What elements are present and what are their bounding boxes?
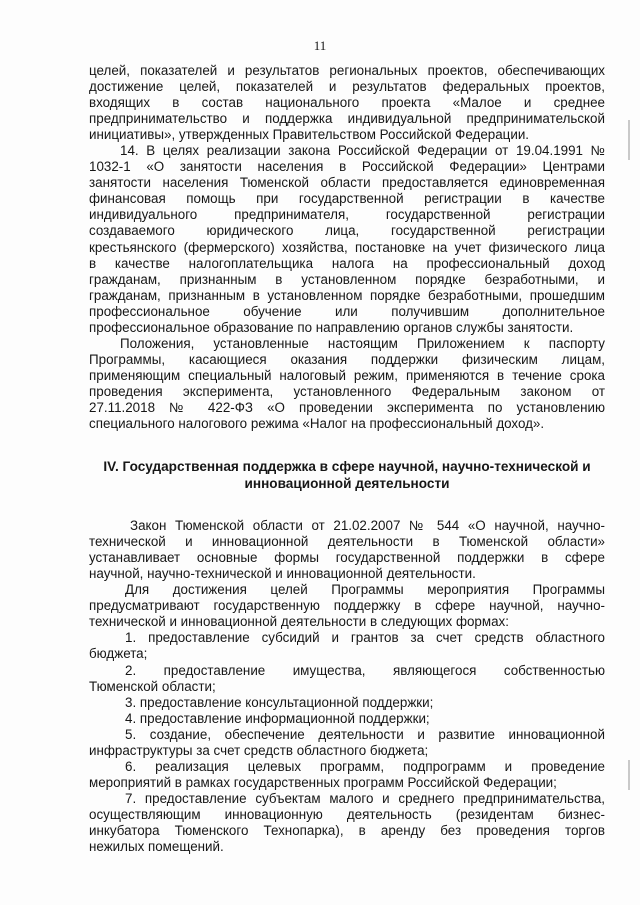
- list-item-3: 3. предоставление консультационной поддержки;: [125, 694, 434, 710]
- section-spacer: [0, 432, 640, 458]
- text-line: крестьянского (фермерского) хозяйства, постановке на учет физического лица: [89, 239, 605, 255]
- text-line: осуществляющим инновационную деятельность (резидентам бизнес-: [89, 806, 605, 822]
- section-heading-continuation: инновационной деятельности: [244, 476, 450, 492]
- text-line: 27.11.2018 № 422-ФЗ «О проведении эксперимента по установлению: [89, 399, 605, 415]
- text-line: нежилых помещений.: [89, 839, 224, 855]
- text-line: 1032-1 «О занятости населения в Российской Федерации» Центрами: [89, 159, 605, 175]
- scan-edge-mark: [628, 120, 630, 160]
- text-line: гражданам, признанным в установленном порядке безработными, прошедшим: [89, 287, 605, 303]
- text-line: Тюменской области;: [89, 678, 216, 694]
- list-item-5: 5. создание, обеспечение деятельности и развитие инновационной: [125, 726, 605, 742]
- text-line: профессиональное обучение или получившим дополнительное: [89, 303, 605, 319]
- section-spacer: [0, 492, 640, 518]
- text-line: инфраструктуры за счет средств областного бюджета;: [89, 742, 429, 758]
- list-item-1: 1. предоставление субсидий и грантов за счет средств областного: [125, 630, 605, 646]
- text-line: целей, показателей и результатов региональных проектов, обеспечивающих: [89, 63, 605, 78]
- text-line: создаваемого юридического лица, государственной регистрации: [89, 223, 605, 239]
- text-line: в качестве налогоплательщика налога на профессиональный доход: [89, 255, 605, 271]
- text-line: предпринимательство и поддержка индивидуальной предпринимательской: [89, 111, 605, 127]
- text-line: достижение целей, показателей и результатов федеральных проектов,: [89, 79, 605, 95]
- text-line: Программы, касающиеся оказания поддержки физическим лицам,: [89, 351, 605, 367]
- text-line: профессиональное образование по направлению органов службы занятости.: [89, 319, 574, 335]
- text-line: инкубатора Тюменского Технопарка), в аренду без проведения торгов: [89, 822, 605, 838]
- text-line: применяющим специальный налоговый режим, применяются в течение срока: [89, 367, 605, 383]
- text-line: мероприятий в рамках государственных программ Российской Федерации;: [89, 774, 557, 790]
- text-line: технической и инновационной деятельности в следующих формах:: [89, 614, 509, 630]
- section-heading: IV. Государственная поддержка в сфере научной, научно-технической и: [103, 459, 591, 475]
- text-line: финансовая помощь при государственной регистрации в качестве: [89, 191, 605, 207]
- document-body: [0, 63, 640, 855]
- text-line: устанавливает основные формы государственной поддержки в сфере: [89, 550, 605, 566]
- provisions-paragraph-first-line: Положения, установленные настоящим Приложением к паспорту: [120, 335, 605, 351]
- list-item-6: 6. реализация целевых программ, подпрограмм и проведение: [125, 758, 605, 774]
- list-item-7: 7. предоставление субъектам малого и среднего предпринимательства,: [125, 790, 605, 806]
- list-item-4: 4. предоставление информационной поддержки;: [125, 710, 430, 726]
- list-item-2: 2. предоставление имущества, являющегося собственностью: [125, 662, 605, 678]
- text-line: гражданам, признанным в установленном порядке безработными, и: [89, 271, 605, 287]
- page-number: 11: [313, 38, 327, 53]
- text-line: инициативы», утвержденных Правительством Российской Федерации.: [89, 127, 530, 143]
- text-line: специального налогового режима «Налог на профессиональный доход».: [89, 416, 545, 432]
- goals-paragraph-first-line: Для достижения целей Программы мероприятия Программы: [125, 582, 605, 598]
- text-line: проведения эксперимента, установленного Федеральным законом от: [89, 383, 605, 399]
- text-line: предусматривают государственную поддержку в сфере научной, научно-: [89, 598, 605, 614]
- text-line: технической и инновационной деятельности в Тюменской области»: [89, 534, 605, 550]
- law-paragraph-first-line: Закон Тюменской области от 21.02.2007 № 544 «О научной, научно-: [130, 518, 605, 534]
- text-line: индивидуального предпринимателя, государственной регистрации: [89, 207, 605, 223]
- text-line: входящих в состав национального проекта «Малое и среднее: [89, 95, 605, 111]
- paragraph-14-first-line: 14. В целях реализации закона Российской Федерации от 19.04.1991 №: [120, 143, 605, 159]
- scan-edge-mark: [628, 760, 630, 790]
- text-line: бюджета;: [89, 646, 148, 662]
- text-line: научной, научно-технической и инновационной деятельности.: [89, 566, 476, 582]
- text-line: занятости населения Тюменской области предоставляется единовременная: [89, 175, 605, 191]
